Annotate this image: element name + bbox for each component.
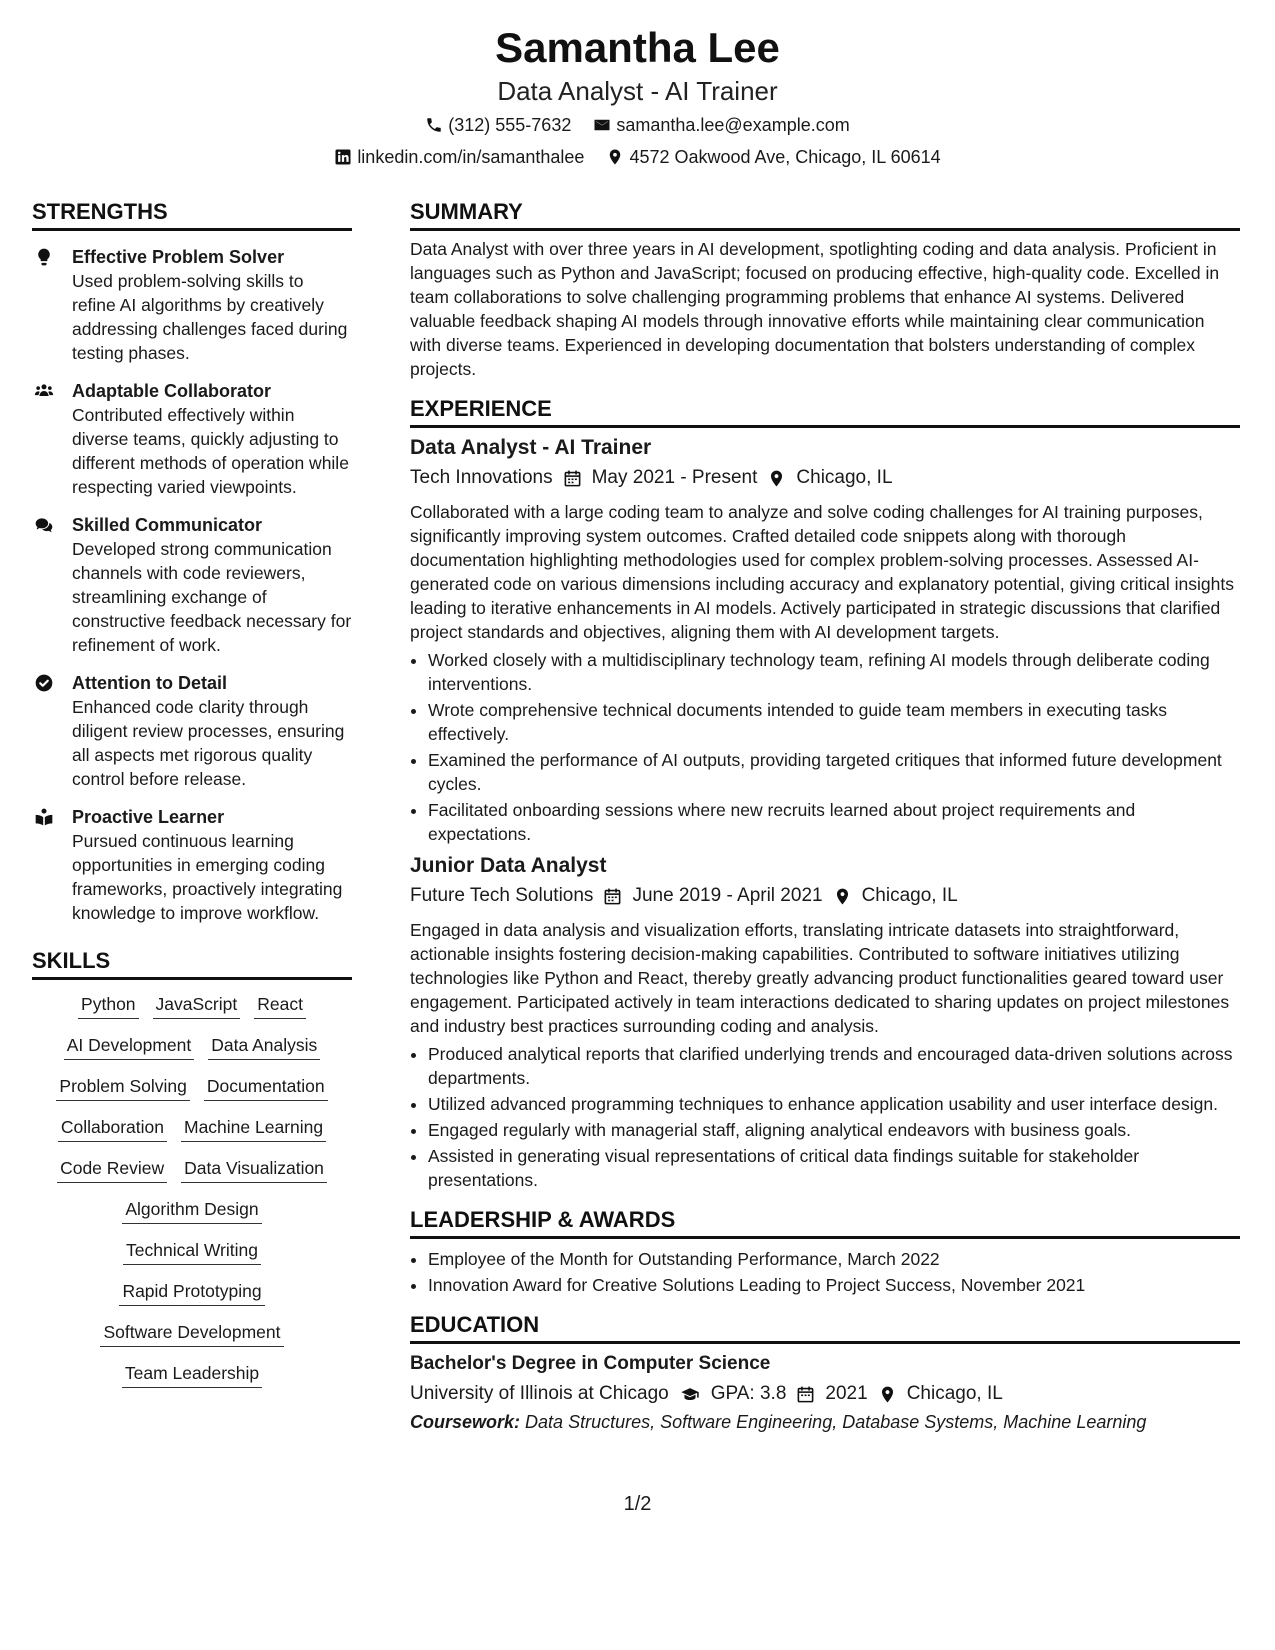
strength-title: Attention to Detail: [72, 673, 227, 693]
job-bullets: [410, 1042, 1240, 1192]
contact-row-2: [0, 142, 1275, 172]
strength-item: [32, 805, 352, 925]
skill-row: [38, 1238, 346, 1265]
bullet-item: • Assisted in generating visual representations of critical data findings suitable for stakeholder presentations.: [428, 1144, 1240, 1192]
contact-row-1: [0, 110, 1275, 140]
skill-tag: Code Review: [57, 1156, 167, 1183]
linkedin-contact: [334, 142, 584, 172]
comments-icon: [32, 513, 72, 657]
skill-row: [38, 1320, 346, 1347]
coursework-label: Coursework:: [410, 1412, 521, 1432]
skill-tag: Machine Learning: [181, 1115, 326, 1142]
resume-header: [0, 0, 1275, 172]
graduation-year: 2021: [825, 1383, 868, 1404]
right-column: [410, 198, 1240, 1436]
job-title: Junior Data Analyst: [410, 854, 607, 877]
lightbulb-icon: [32, 245, 72, 365]
strength-title: Adaptable Collaborator: [72, 381, 272, 401]
map-marker-icon: [606, 148, 624, 166]
users-icon: [32, 379, 72, 499]
strength-desc: Pursued continuous learning opportunities in emerging coding frameworks, proactively integrating knowledge to improve workflow.: [72, 831, 343, 923]
summary-text: Data Analyst with over three years in AI development, spotlighting coding and data analysis. Proficient in languages such as Python and JavaScript; focused on producing effective, high-quality code. Excelled in team collaborations to solve challenging programming problems that enhance AI systems. Delivered valuable feedback shaping AI models through innovative efforts while maintaining clear communication with diverse teams. Experienced in developing documentation that bolsters understanding of complex projects.: [410, 239, 1220, 379]
skill-tag: Technical Writing: [123, 1238, 261, 1265]
job-description: Collaborated with a large coding team to analyze and solve coding challenges for AI training purposes, significantly improving system outcomes. Crafted detailed code snippets along with thorough documentation highlighting methodologies used for complex problem-solving processes. Assessed AI-generated code on various dimensions including accuracy and explanatory potential, giving critical insights leading to iterative enhancements in AI models. Actively participated in strategic discussions that clarified project standards and objectives, aligning them with AI development targets.: [410, 502, 1234, 642]
bullet-item: • Facilitated onboarding sessions where new recruits learned about project requirements and expectations.: [428, 798, 1240, 846]
phone-contact: [425, 110, 571, 140]
job-dates: May 2021 - Present: [591, 467, 758, 488]
coursework-line: [410, 1408, 1240, 1436]
strength-desc: Developed strong communication channels with code reviewers, streamlining exchange of constructive feedback necessary for refinement of work.: [72, 539, 352, 655]
calendar-icon: [563, 469, 582, 488]
graduation-cap-icon: [679, 1385, 701, 1404]
bullet-item: • Worked closely with a multidisciplinary technology team, refining AI models through deliberate coding interventions.: [428, 648, 1240, 696]
candidate-title: Data Analyst - AI Trainer: [497, 76, 778, 106]
leadership-section: [410, 1206, 1240, 1297]
leadership-heading: LEADERSHIP & AWARDS: [410, 1206, 1240, 1239]
award-item: • Innovation Award for Creative Solutions Leading to Project Success, November 2021: [428, 1273, 1240, 1297]
skills-list: [32, 992, 352, 1388]
education-heading: EDUCATION: [410, 1311, 1240, 1344]
linkedin-link[interactable]: linkedin.com/in/samanthalee: [357, 147, 585, 167]
job-location: Chicago, IL: [861, 885, 958, 906]
award-item: • Employee of the Month for Outstanding Performance, March 2022: [428, 1247, 1240, 1271]
job-entry: [410, 434, 1240, 846]
job-bullets: [410, 648, 1240, 846]
strength-desc: Used problem-solving skills to refine AI algorithms by creatively addressing challenges faced during testing phases.: [72, 271, 348, 363]
skill-tag: Collaboration: [58, 1115, 167, 1142]
linkedin-icon: [334, 148, 352, 166]
address-contact: [606, 142, 940, 172]
skill-row: [38, 1197, 346, 1224]
summary-heading: SUMMARY: [410, 198, 1240, 231]
page-number: 1/2: [623, 1493, 652, 1515]
calendar-icon: [796, 1385, 815, 1404]
skills-heading: SKILLS: [32, 947, 352, 980]
school-name: University of Illinois at Chicago: [410, 1383, 669, 1404]
job-location: Chicago, IL: [796, 467, 893, 488]
map-marker-icon: [767, 469, 786, 488]
education-meta: [410, 1380, 1240, 1408]
email-link[interactable]: samantha.lee@example.com: [616, 115, 850, 135]
check-circle-icon: [32, 671, 72, 791]
map-marker-icon: [833, 887, 852, 906]
experience-heading: EXPERIENCE: [410, 395, 1240, 428]
job-meta: [410, 464, 1240, 492]
bullet-item: • Wrote comprehensive technical documents intended to guide team members in executing tasks effectively.: [428, 698, 1240, 746]
job-title: Data Analyst - AI Trainer: [410, 436, 652, 459]
address-text: 4572 Oakwood Ave, Chicago, IL 60614: [629, 147, 941, 167]
skill-tag: React: [254, 992, 306, 1019]
education-section: [410, 1311, 1240, 1436]
skill-tag: Rapid Prototyping: [119, 1279, 264, 1306]
candidate-name: Samantha Lee: [495, 24, 780, 71]
strength-desc: Contributed effectively within diverse teams, quickly adjusting to different methods of operation while respecting varied viewpoints.: [72, 405, 349, 497]
skill-tag: JavaScript: [153, 992, 241, 1019]
skill-tag: Team Leadership: [122, 1361, 262, 1388]
bullet-item: • Produced analytical reports that clarified underlying trends and encouraged data-driven solutions across departments.: [428, 1042, 1240, 1090]
job-meta: [410, 882, 1240, 910]
phone-icon: [425, 116, 443, 134]
book-reader-icon: [32, 805, 72, 925]
school-location: Chicago, IL: [906, 1383, 1003, 1404]
resume-body: [32, 198, 1243, 1432]
strength-item: [32, 245, 352, 365]
skill-tag: Algorithm Design: [122, 1197, 261, 1224]
calendar-icon: [603, 887, 622, 906]
award-list: [410, 1247, 1240, 1297]
job-dates: June 2019 - April 2021: [632, 885, 823, 906]
gpa: GPA: 3.8: [710, 1383, 787, 1404]
envelope-icon: [593, 116, 611, 134]
skill-tag: Software Development: [100, 1320, 283, 1347]
strength-desc: Enhanced code clarity through diligent review processes, ensuring all aspects met rigorous quality control before release.: [72, 697, 345, 789]
job-entry: [410, 852, 1240, 1192]
skill-tag: Data Visualization: [181, 1156, 327, 1183]
skill-tag: Documentation: [204, 1074, 328, 1101]
strength-title: Proactive Learner: [72, 807, 225, 827]
skill-tag: Python: [78, 992, 138, 1019]
skill-tag: Data Analysis: [208, 1033, 320, 1060]
job-description: Engaged in data analysis and visualization efforts, translating intricate datasets into straightforward, actionable insights fostering decision-making capabilities. Contributed to software initiatives utilizing technologies like Python and React, thereby greatly advancing product functionalities geared toward user engagement. Participated actively in team interactions dedicated to sharing updates on project milestones and industry best practices surrounding coding and analysis.: [410, 920, 1230, 1036]
left-column: [32, 198, 352, 1388]
strength-item: [32, 379, 352, 499]
coursework-list: Data Structures, Software Engineering, Database Systems, Machine Learning: [525, 1412, 1147, 1432]
strength-title: Effective Problem Solver: [72, 247, 285, 267]
skill-row: [38, 1279, 346, 1306]
bullet-item: • Engaged regularly with managerial staff, aligning analytical endeavors with business goals.: [428, 1118, 1240, 1142]
phone-text[interactable]: (312) 555-7632: [448, 115, 572, 135]
map-marker-icon: [878, 1385, 897, 1404]
strength-item: [32, 513, 352, 657]
strength-title: Skilled Communicator: [72, 515, 263, 535]
skill-tag: Problem Solving: [56, 1074, 189, 1101]
strength-item: [32, 671, 352, 791]
bullet-item: • Examined the performance of AI outputs, providing targeted critiques that informed future development cycles.: [428, 748, 1240, 796]
degree-title: Bachelor's Degree in Computer Science: [410, 1353, 771, 1374]
email-contact: [593, 110, 849, 140]
job-company: Tech Innovations: [410, 467, 553, 488]
experience-section: [410, 395, 1240, 1192]
strengths-heading: STRENGTHS: [32, 198, 352, 231]
bullet-item: • Utilized advanced programming techniques to enhance application usability and user interface design.: [428, 1092, 1240, 1116]
skill-row: [38, 1361, 346, 1388]
job-company: Future Tech Solutions: [410, 885, 594, 906]
skill-tag: AI Development: [64, 1033, 195, 1060]
